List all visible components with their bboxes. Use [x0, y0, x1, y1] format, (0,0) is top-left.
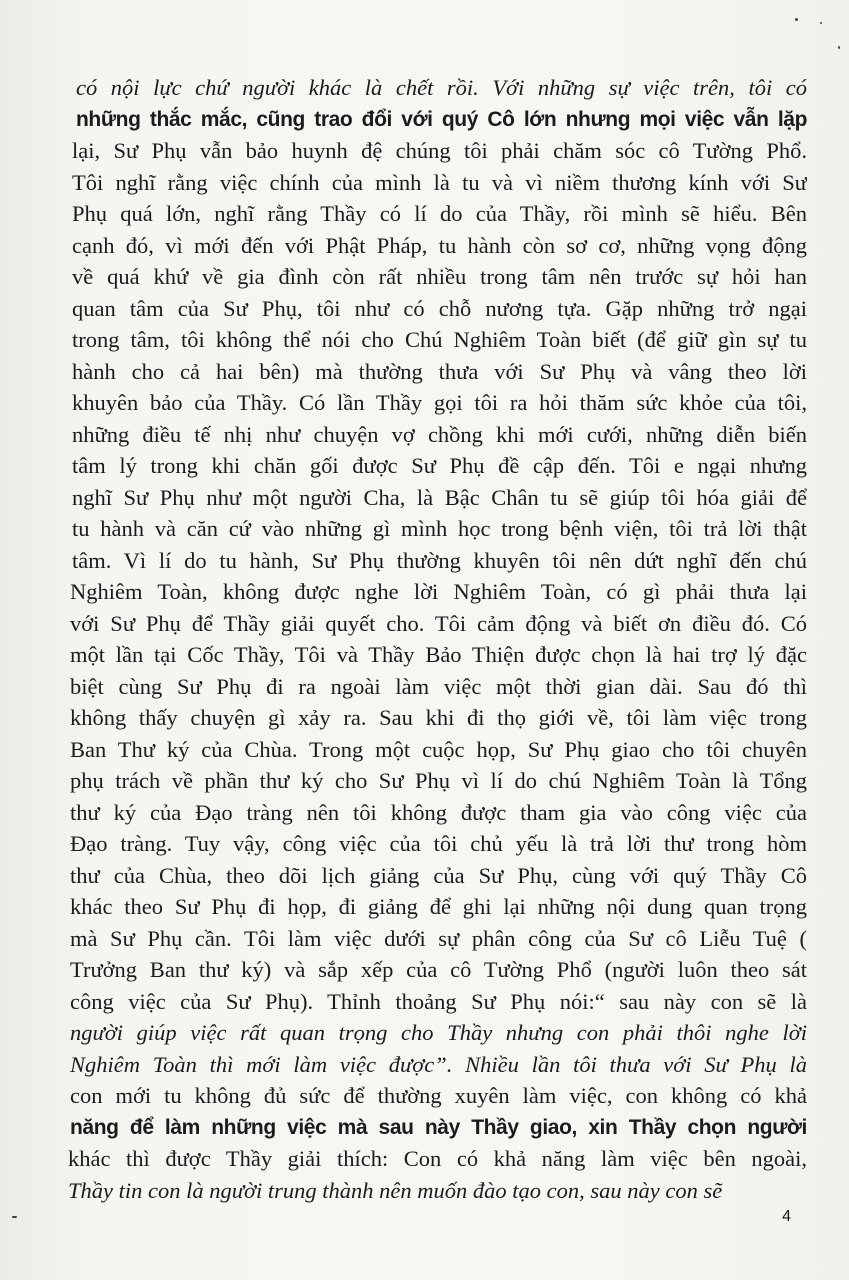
text-line: tâm. Vì lí do tu hành, Sư Phụ thường khuyên tôi nên dứt nghĩ đến chú: [72, 547, 807, 573]
text-line: tâm lý trong khi chăn gối được Sư Phụ đề cập đến. Tôi e ngại nhưng: [72, 453, 807, 478]
text-line: thư của Chùa, theo dõi lịch giảng của Sư Phụ, cùng với quý Thầy Cô: [70, 862, 807, 888]
text-line: Nghiêm Toàn, không được nghe lời Nghiêm Toàn, có gì phải thưa lại: [70, 579, 807, 604]
text-line: lại, Sư Phụ vẫn bảo huynh đệ chúng tôi phải chăm sóc cô Tường Phổ.: [72, 138, 807, 163]
text-line: những thắc mắc, cũng trao đổi với quý Cô lớn nhưng mọi việc vẫn lặp: [76, 107, 807, 131]
scan-speck: [838, 46, 840, 49]
text-line: năng để làm những việc mà sau này Thầy giao, xin Thầy chọn người: [70, 1115, 807, 1139]
text-line: phụ trách về phần thư ký cho Sư Phụ vì lí do chú Nghiêm Toàn là Tổng: [70, 768, 807, 793]
scan-speck: [820, 22, 822, 24]
body-text: [62, 72, 807, 1206]
text-line: nghĩ Sư Phụ như một người Cha, là Bậc Chân tu sẽ giúp tôi hóa giải để: [72, 484, 807, 510]
text-line: Tôi nghĩ rằng việc chính của mình là tu và vì niềm thương kính với Sư: [72, 169, 807, 195]
text-line: tu hành và căn cứ vào những gì mình học trong bệnh viện, tôi trả lời thật: [72, 516, 807, 541]
text-line: mà Sư Phụ cần. Tôi làm việc dưới sự phân công của Sư cô Liễu Tuệ (: [70, 925, 807, 951]
text-line: Thầy tin con là người trung thành nên muốn đào tạo con, sau này con sẽ: [68, 1177, 723, 1203]
text-line: quan tâm của Sư Phụ, tôi như có chỗ nương tựa. Gặp những trở ngại: [72, 295, 807, 321]
text-line: con mới tu không đủ sức để thường xuyên làm việc, con không có khả: [70, 1083, 807, 1108]
text-line: khác theo Sư Phụ đi họp, đi giảng để ghi lại những nội dung quan trọng: [70, 894, 807, 919]
text-line: Đạo tràng. Tuy vậy, công việc của tôi chủ yếu là trả lời thư trong hòm: [70, 831, 807, 856]
text-line: hành cho cả hai bên) mà thường thưa với Sư Phụ và vâng theo lời: [72, 358, 807, 384]
text-line: một lần tại Cốc Thầy, Tôi và Thầy Bảo Thiện được chọn là hai trợ lý đặc: [70, 642, 807, 667]
text-line: khuyên bảo của Thầy. Có lần Thầy gọi tôi ra hỏi thăm sức khỏe của tôi,: [72, 390, 807, 415]
text-line: cạnh đó, vì mới đến với Phật Pháp, tu hành còn sơ cơ, những vọng động: [72, 232, 807, 258]
text-line: có nội lực chứ người khác là chết rồi. Với những sự việc trên, tôi có: [76, 75, 807, 100]
text-line: công việc của Sư Phụ). Thỉnh thoảng Sư Phụ nói:“ sau này con sẽ là: [70, 988, 807, 1014]
scan-speck: [12, 1216, 17, 1218]
text-line: người giúp việc rất quan trọng cho Thầy nhưng con phải thôi nghe lời: [70, 1020, 807, 1045]
text-line: những điều tế nhị như chuyện vợ chồng khi mới cưới, những diễn biến: [72, 421, 807, 447]
text-line: trong tâm, tôi không thể nói cho Chú Nghiêm Toàn biết (để giữ gìn sự tu: [72, 327, 807, 352]
text-line: biệt cùng Sư Phụ đi ra ngoài làm việc một thời gian dài. Sau đó thì: [70, 673, 807, 699]
text-line: thư ký của Đạo tràng nên tôi không được tham gia vào công việc của: [70, 799, 807, 825]
text-line: Ban Thư ký của Chùa. Trong một cuộc họp, Sư Phụ giao cho tôi chuyên: [70, 736, 807, 762]
text-line: về quá khứ về gia đình còn rất nhiều trong tâm nên trước sự hỏi han: [72, 264, 807, 289]
text-line: Trưởng Ban thư ký) và sắp xếp của cô Tường Phổ (người luôn theo sát: [70, 957, 807, 982]
page-number: 4: [782, 1208, 791, 1225]
text-line: không thấy chuyện gì xảy ra. Sau khi đi thọ giới về, tôi làm việc trong: [70, 705, 807, 730]
text-line: Phụ quá lớn, nghĩ rằng Thầy có lí do của Thầy, rồi mình sẽ hiểu. Bên: [72, 201, 807, 226]
text-line: Nghiêm Toàn thì mới làm việc được”. Nhiều lần tôi thưa với Sư Phụ là: [70, 1051, 807, 1077]
scan-speck: [795, 18, 798, 21]
text-line: khác thì được Thầy giải thích: Con có khả năng làm việc bên ngoài,: [68, 1146, 807, 1171]
text-line: với Sư Phụ để Thầy giải quyết cho. Tôi cảm động và biết ơn điều đó. Có: [70, 610, 807, 636]
